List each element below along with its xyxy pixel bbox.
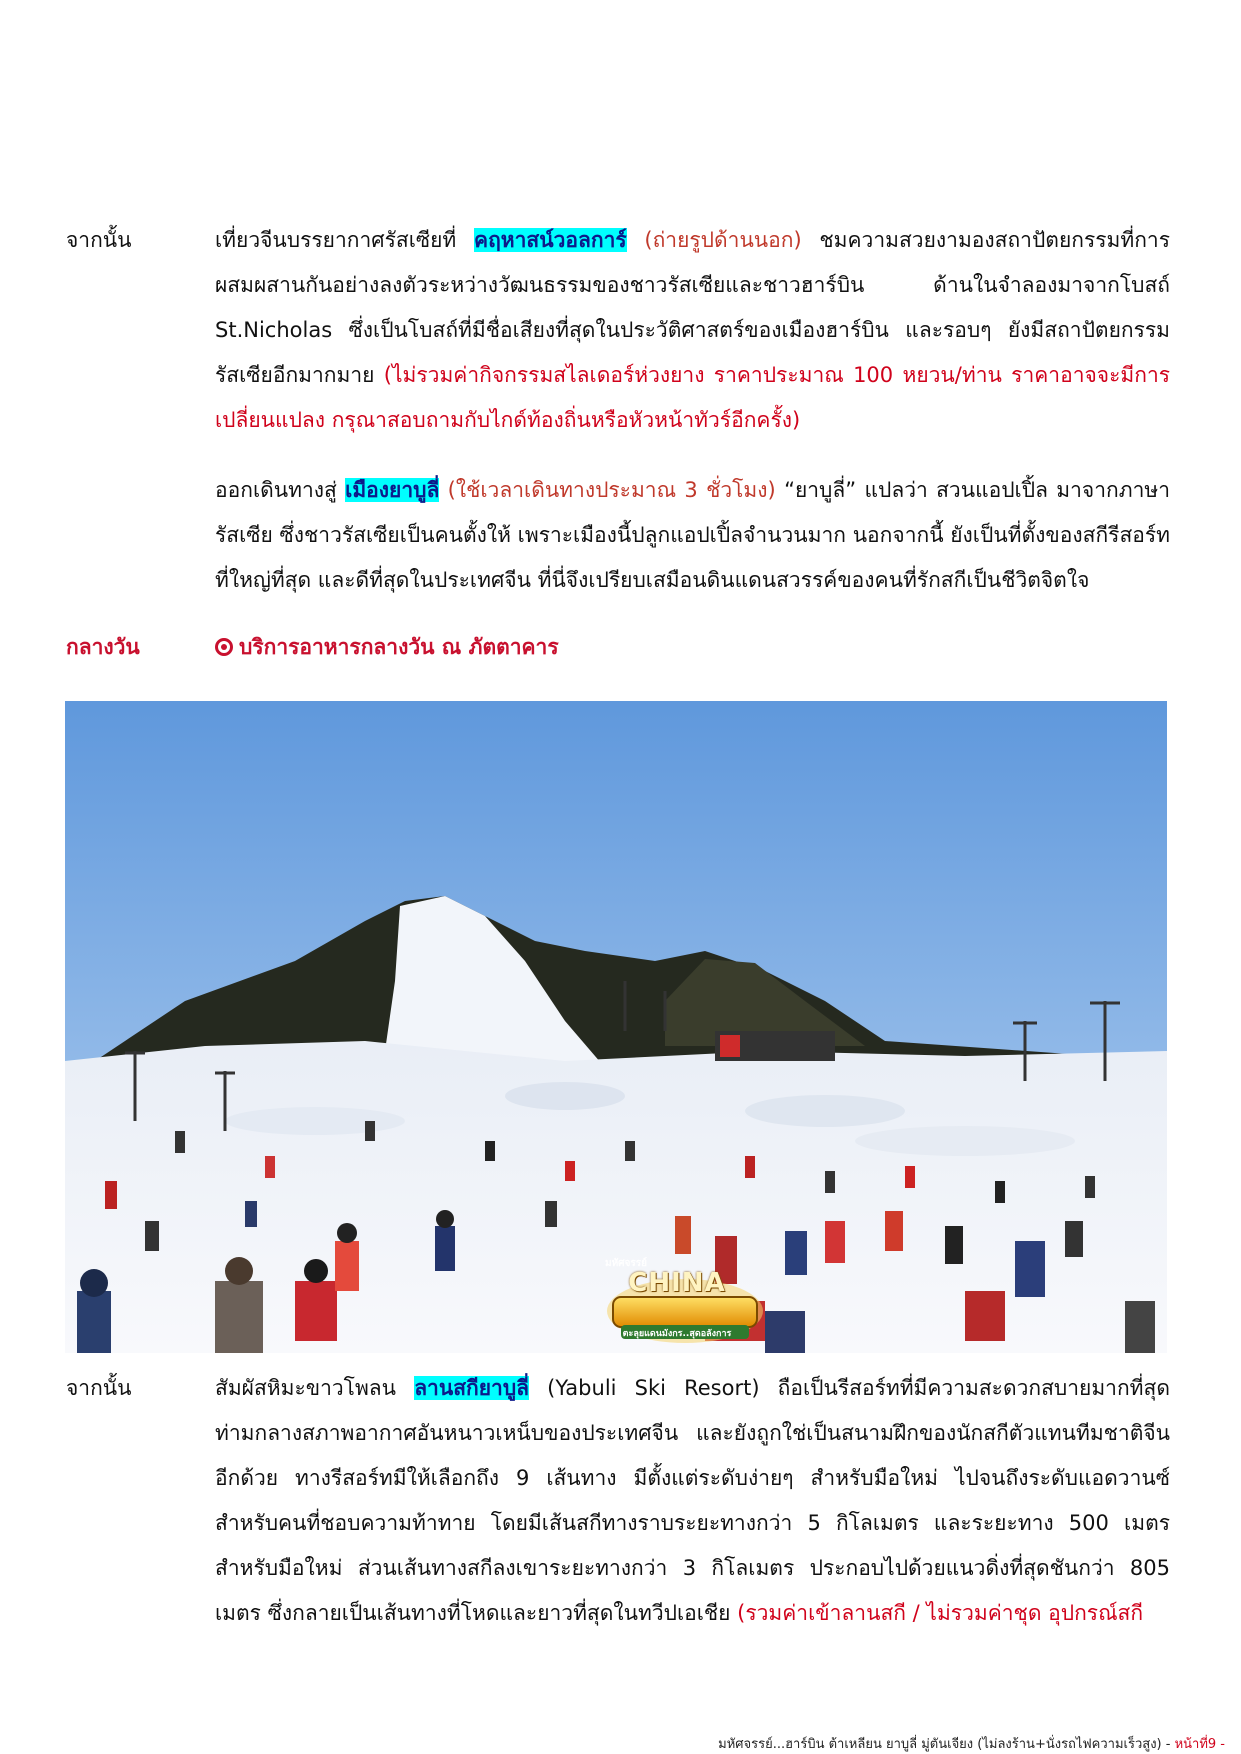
paragraph bbox=[215, 468, 1170, 603]
highlighted-place: เมืองยาบูลี่ bbox=[345, 478, 440, 502]
note-text: (ถ่ายรูปด้านนอก) bbox=[626, 228, 802, 252]
note-text: (รวมค่าเข้าลานสกี / ไม่รวมค่าชุด อุปกรณ์สกี bbox=[737, 1601, 1144, 1625]
body-text: เที่ยวจีนบรรยากาศรัสเซียที่ bbox=[215, 228, 475, 252]
time-label: จากนั้น bbox=[66, 228, 132, 252]
page-number: หน้าที่9 - bbox=[1174, 1737, 1225, 1752]
body-text: ชมความสวยงามองสถาปัตยกรรมที่การผสมผสานกันอย่างลงตัวระหว่างวัฒนธรรมของชาวรัสเซียและชาวฮาร์บิน ด้านในจำลองมาจากโบสถ์ St.Nicholas ซึ่งเป็นโบสถ์ที่มีชื่อเสียงที่สุดในประวัติศาสตร์ของเมืองฮาร์บิน และรอบๆ ยังมีสถาปัตยกรรมรัสเซียอีกมากมาย bbox=[215, 228, 1170, 387]
meal-text: บริการอาหารกลางวัน ณ ภัตตาคาร bbox=[239, 635, 559, 659]
meal-line bbox=[215, 625, 1170, 670]
note-text: (ใช้เวลาเดินทางประมาณ 3 ชั่วโมง) bbox=[439, 478, 776, 502]
restaurant-icon bbox=[215, 638, 233, 656]
highlighted-place: คฤหาสน์วอลการ์ bbox=[474, 228, 627, 252]
note-text: (ไม่รวมค่ากิจกรรมสไลเดอร์ห่วงยาง ราคาประมาณ 100 หยวน/ท่าน ราคาอาจจะมีการเปลี่ยนแปลง กรุณาสอบถามกับไกด์ท้องถิ่นหรือหัวหน้าทัวร์อีกครั้ง) bbox=[215, 363, 1171, 432]
highlighted-place: ลานสกียาบูลี่ bbox=[414, 1376, 530, 1400]
logo-small-text: มหัศจรรย์ bbox=[605, 1258, 647, 1269]
paragraph bbox=[215, 218, 1170, 443]
time-label: จากนั้น bbox=[66, 1376, 132, 1400]
ski-resort-photo bbox=[65, 701, 1167, 1353]
body-text: ออกเดินทางสู่ bbox=[215, 478, 346, 502]
logo-main-text: CHINA bbox=[628, 1268, 726, 1298]
body-text: “ยาบูลี่” แปลว่า สวนแอปเปิ้ล มาจากภาษารัสเซีย ซึ่งชาวรัสเซียเป็นคนตั้งให้ เพราะเมืองนี้ปลูกแอปเปิ้ลจำนวนมาก นอกจากนี้ ยังเป็นที่ตั้งของสกีรีสอร์ทที่ใหญ่ที่สุด และดีที่สุดในประเทศจีน ที่นี่จึงเปรียบเสมือนดินแดนสวรรค์ของคนที่รักสกีเป็นชีวิตจิตใจ bbox=[215, 478, 1170, 592]
china-logo-watermark bbox=[607, 1279, 763, 1343]
time-label: กลางวัน bbox=[66, 635, 140, 659]
paragraph bbox=[215, 1366, 1170, 1636]
body-text: (Yabuli Ski Resort) ถือเป็นรีสอร์ทที่มีความสะดวกสบายมากที่สุด ท่ามกลางสภาพอากาศอันหนาวเหน็บของประเทศจีน และยังถูกใช่เป็นสนามฝึกของนักสกีตัวแทนทีมชาติจีนอีกด้วย ทางรีสอร์ทมีให้เลือกถึง 9 เส้นทาง มีตั้งแต่ระดับง่ายๆ สำหรับมือใหม่ ไปจนถึงระดับแอดวานซ์ สำหรับคนที่ชอบความท้าทาย โดยมีเส้นสกีทางราบระยะทางกว่า 5 กิโลเมตร และระยะทาง 500 เมตร สำหรับมือใหม่ ส่วนเส้นทางสกีลงเขาระยะทางกว่า 3 กิโลเมตร ประกอบไปด้วยแนวดิ่งที่สุดชันกว่า 805 เมตร ซึ่งกลายเป็นเส้นทางที่โหดและยาวที่สุดในทวีปเอเชีย bbox=[215, 1376, 1170, 1625]
page-footer bbox=[700, 1733, 1225, 1754]
logo-sub-text: ตะลุยแดนมังกร..สุดอลังการ bbox=[622, 1329, 732, 1339]
body-text: สัมผัสหิมะขาวโพลน bbox=[215, 1376, 415, 1400]
footer-text: มหัศจรรย์...ฮาร์บิน ต้าเหลียน ยาบูลี่ มู่ตันเจียง (ไม่ลงร้าน+นั่งรถไฟความเร็วสูง) - bbox=[718, 1737, 1175, 1752]
